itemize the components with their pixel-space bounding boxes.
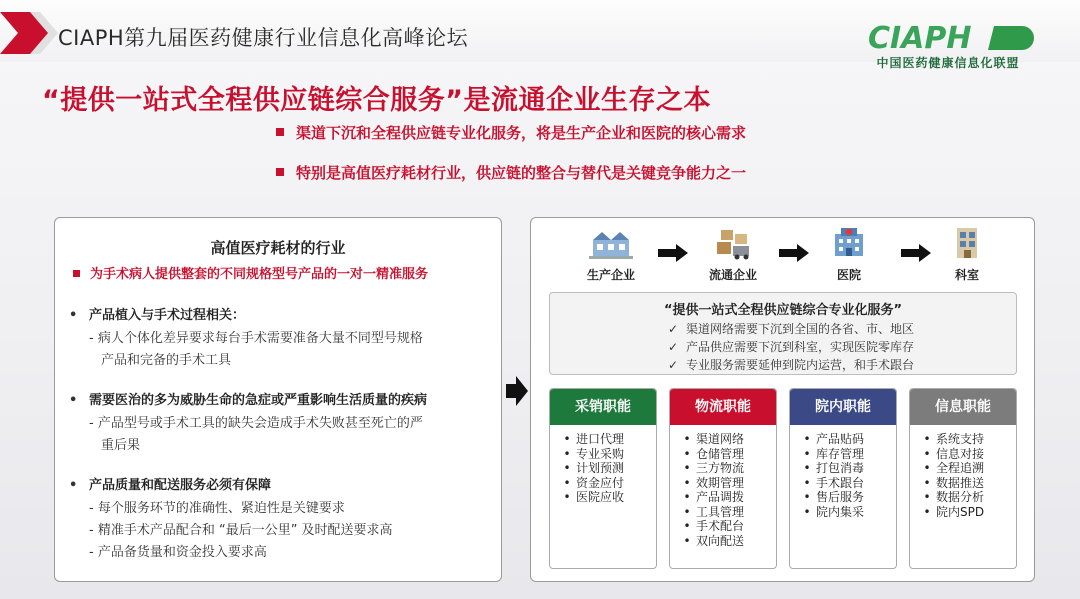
list-item: • 计划预测 [563, 461, 625, 475]
list-item: • 系统支持 [923, 432, 985, 446]
list-item: • 院内集采 [803, 504, 865, 519]
bullet-dot-icon: • [69, 393, 78, 408]
list-item: • 院内SPD [923, 504, 985, 519]
industry-panel-title: 高值医疗耗材的行业 [210, 239, 346, 257]
key-point: 渠道下沉和全程供应链专业化服务，将是生产企业和医院的核心需求 [276, 122, 746, 143]
service-title: “提供一站式全程供应链综合专业化服务” [663, 303, 903, 318]
industry-section: • 需要医治的多为威胁生命的急症或严重影响生活质量的疾病 - 产品型号或手术工具的缺失会造成手术失败甚至死亡的严 重后果 [69, 393, 428, 453]
main-title: “提供一站式全程供应链综合服务”是流通企业生存之本 [42, 85, 711, 116]
function-card-sales: 采销职能 • 进口代理 • 专业采购 • 计划预测 • 资金应付 • 医院应收 [549, 388, 657, 569]
list-item: • 手术配台 [683, 519, 745, 533]
svg-text:CIAPH: CIAPH [868, 21, 972, 56]
logo-subtitle: 中国医药健康信息化联盟 [876, 56, 1020, 70]
flow-step-distributor: 流通企业 [693, 226, 773, 283]
list-item: • 工具管理 [683, 504, 745, 519]
list-item: • 售后服务 [803, 490, 865, 504]
bullet-dot-icon: • [69, 478, 78, 493]
list-item: • 数据分析 [923, 490, 985, 504]
factory-icon [589, 226, 633, 260]
department-icon [945, 226, 989, 260]
right-arrow-icon [658, 244, 688, 262]
list-item: • 打包消毒 [803, 461, 865, 475]
function-card-in-hospital: 院内职能 • 产品贴码 • 库存管理 • 打包消毒 • 手术跟台 • 售后服务 • 院内集采 [789, 388, 897, 569]
industry-panel [54, 217, 502, 582]
red-chevron-decoration [0, 12, 58, 54]
flow-step-department: 科室 [927, 226, 1007, 283]
list-item: • 专业采购 [563, 446, 625, 461]
check-icon: ✓ [668, 322, 679, 336]
service-item: ✓ 专业服务需要延伸到院内运营，和手术跟台 [668, 358, 915, 372]
industry-section: • 产品植入与手术过程相关： - 病人个体化差异要求每台手术需要准备大量不同型号规格 产品和完备的手术工具 [69, 308, 423, 368]
list-item: • 双向配送 [683, 533, 745, 548]
list-item: • 库存管理 [803, 446, 865, 461]
conference-title: CIAPH第九届医药健康行业信息化高峰论坛 [58, 26, 469, 50]
industry-panel-subtitle: 为手术病人提供整套的不同规格型号产品的一对一精准服务 [73, 263, 428, 282]
key-point: 特别是高值医疗耗材行业，供应链的整合与替代是关键竞争能力之一 [276, 162, 746, 183]
flow-step-hospital: 医院 [809, 226, 889, 283]
list-item: • 手术跟台 [803, 475, 865, 490]
function-card-logistics: 物流职能 • 渠道网络 • 仓储管理 • 三方物流 • 效期管理 • 产品调拨 • 工具管理 • 手术配台 • 双向配送 [669, 388, 777, 569]
square-bullet-icon [276, 168, 284, 176]
hospital-icon [827, 226, 871, 260]
list-item: • 进口代理 [563, 432, 625, 446]
list-item: • 数据推送 [923, 475, 985, 490]
industry-section: • 产品质量和配送服务必须有保障 - 每个服务环节的准确性、紧迫性是关键要求 - 精准手术产品配合和 “最后一公里” 及时配送要求高 - 产品备货量和资金投入要求高 [69, 478, 393, 560]
supply-chain-panel [530, 217, 1035, 582]
list-item: • 效期管理 [683, 475, 745, 490]
list-item: • 渠道网络 [683, 432, 745, 446]
right-arrow-icon [506, 376, 528, 406]
list-item: • 信息对接 [923, 446, 985, 461]
check-icon: ✓ [668, 358, 679, 372]
list-item: • 产品贴码 [803, 432, 865, 446]
flow-step-manufacturer: 生产企业 [571, 226, 651, 283]
list-item: • 医院应收 [563, 490, 625, 504]
square-bullet-icon [276, 128, 284, 136]
warehouse-icon [711, 226, 755, 260]
bullet-dot-icon: • [69, 308, 78, 323]
list-item: • 产品调拨 [683, 490, 745, 504]
list-item: • 仓储管理 [683, 446, 745, 461]
square-bullet-icon [73, 270, 80, 277]
list-item: • 三方物流 [683, 461, 745, 475]
right-arrow-icon [779, 244, 809, 262]
one-stop-service-box [549, 292, 1017, 375]
service-item: ✓ 产品供应需要下沉到科室，实现医院零库存 [668, 340, 915, 354]
function-card-information: 信息职能 • 系统支持 • 信息对接 • 全程追溯 • 数据推送 • 数据分析 • 院内SPD [909, 388, 1017, 569]
check-icon: ✓ [668, 340, 679, 354]
list-item: • 全程追溯 [923, 461, 985, 475]
service-item: ✓ 渠道网络需要下沉到全国的各省、市、地区 [668, 322, 915, 336]
list-item: • 资金应付 [563, 475, 625, 490]
